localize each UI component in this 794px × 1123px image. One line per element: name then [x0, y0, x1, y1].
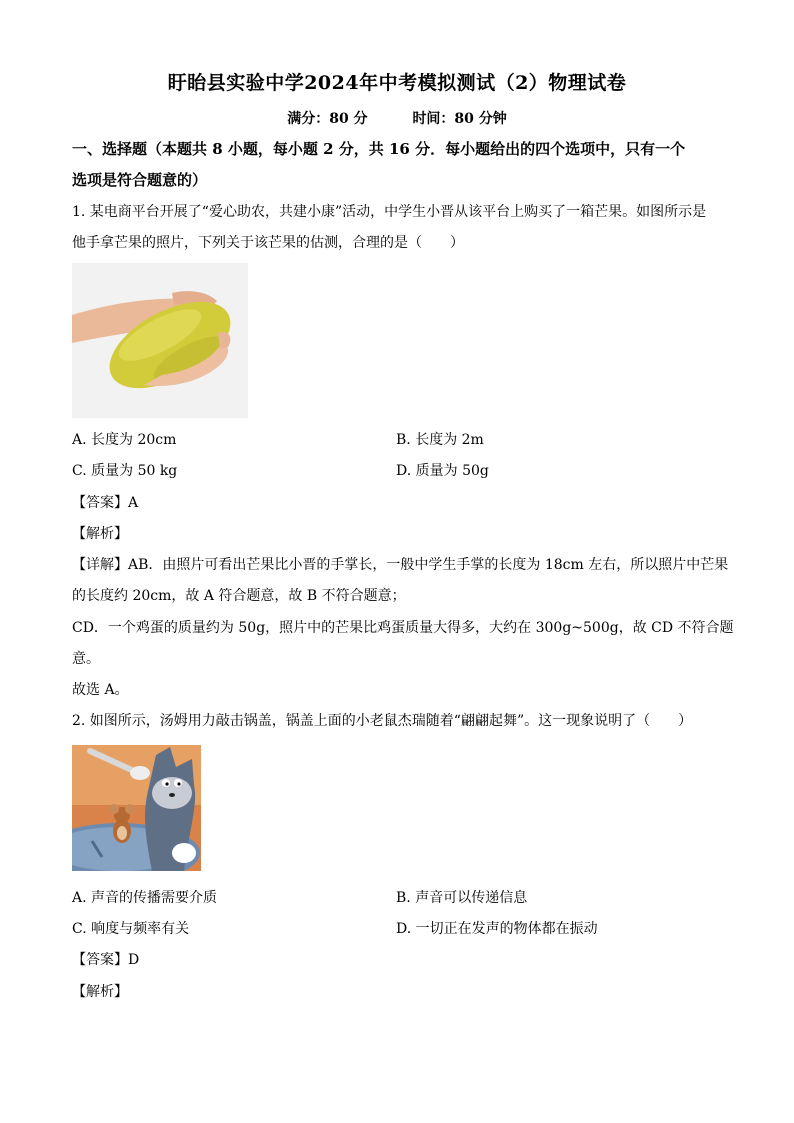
- q2-option-d: D. 一切正在发声的物体都在振动: [396, 921, 598, 937]
- exam-title: 盱眙县实验中学2024年中考模拟测试（2）物理试卷: [167, 72, 627, 94]
- tom-and-jerry-image: [72, 745, 201, 871]
- q1-conclusion: 故选 A。: [72, 682, 129, 698]
- q1-option-c: C. 质量为 50 kg: [72, 463, 178, 479]
- section-heading-line2: 选项是符合题意的）: [72, 171, 208, 189]
- exam-info: [0, 108, 794, 128]
- q1-analysis-label: 【解析】: [72, 526, 128, 542]
- q2-analysis-label: 【解析】: [72, 984, 128, 1000]
- full-score: 满分：80 分: [287, 111, 368, 127]
- q2-option-a: A. 声音的传播需要介质: [72, 890, 218, 906]
- q2-answer: 【答案】D: [72, 952, 140, 968]
- q1-detail-line4: 意。: [72, 651, 100, 667]
- q2-option-c: C. 响度与频率有关: [72, 921, 190, 937]
- q1-detail-line2: 的长度约 20cm，故 A 符合题意，故 B 不符合题意；: [72, 588, 406, 604]
- q1-option-b: B. 长度为 2m: [396, 432, 484, 448]
- q1-option-a: A. 长度为 20cm: [72, 432, 177, 448]
- exam-time: 时间：80 分钟: [412, 111, 507, 127]
- q1-stem-line2: 他手拿芒果的照片，下列关于该芒果的估测，合理的是（ ）: [72, 235, 464, 251]
- q2-stem: 2. 如图所示，汤姆用力敲击锅盖，锅盖上面的小老鼠杰瑞随着“翩翩起舞”。这一现象说明了（ ）: [72, 713, 693, 729]
- q1-detail-line3: CD．一个鸡蛋的质量约为 50g，照片中的芒果比鸡蛋质量大得多，大约在 300g~500g，故 CD 不符合题: [72, 620, 734, 636]
- q1-answer: 【答案】A: [72, 495, 139, 511]
- q1-stem-line1: 1. 某电商平台开展了“爱心助农，共建小康”活动，中学生小晋从该平台上购买了一箱芒果。如图所示是: [72, 204, 707, 220]
- mango-in-hand-image: [72, 263, 248, 418]
- section-heading-line1: 一、选择题（本题共 8 小题，每小题 2 分，共 16 分．每小题给出的四个选项中，只有一个: [72, 140, 686, 158]
- q1-option-d: D. 质量为 50g: [396, 463, 489, 479]
- q2-option-b: B. 声音可以传递信息: [396, 890, 528, 906]
- q1-detail-line1: 【详解】AB．由照片可看出芒果比小晋的手掌长，一般中学生手掌的长度为 18cm 左右，所以照片中芒果: [72, 557, 729, 573]
